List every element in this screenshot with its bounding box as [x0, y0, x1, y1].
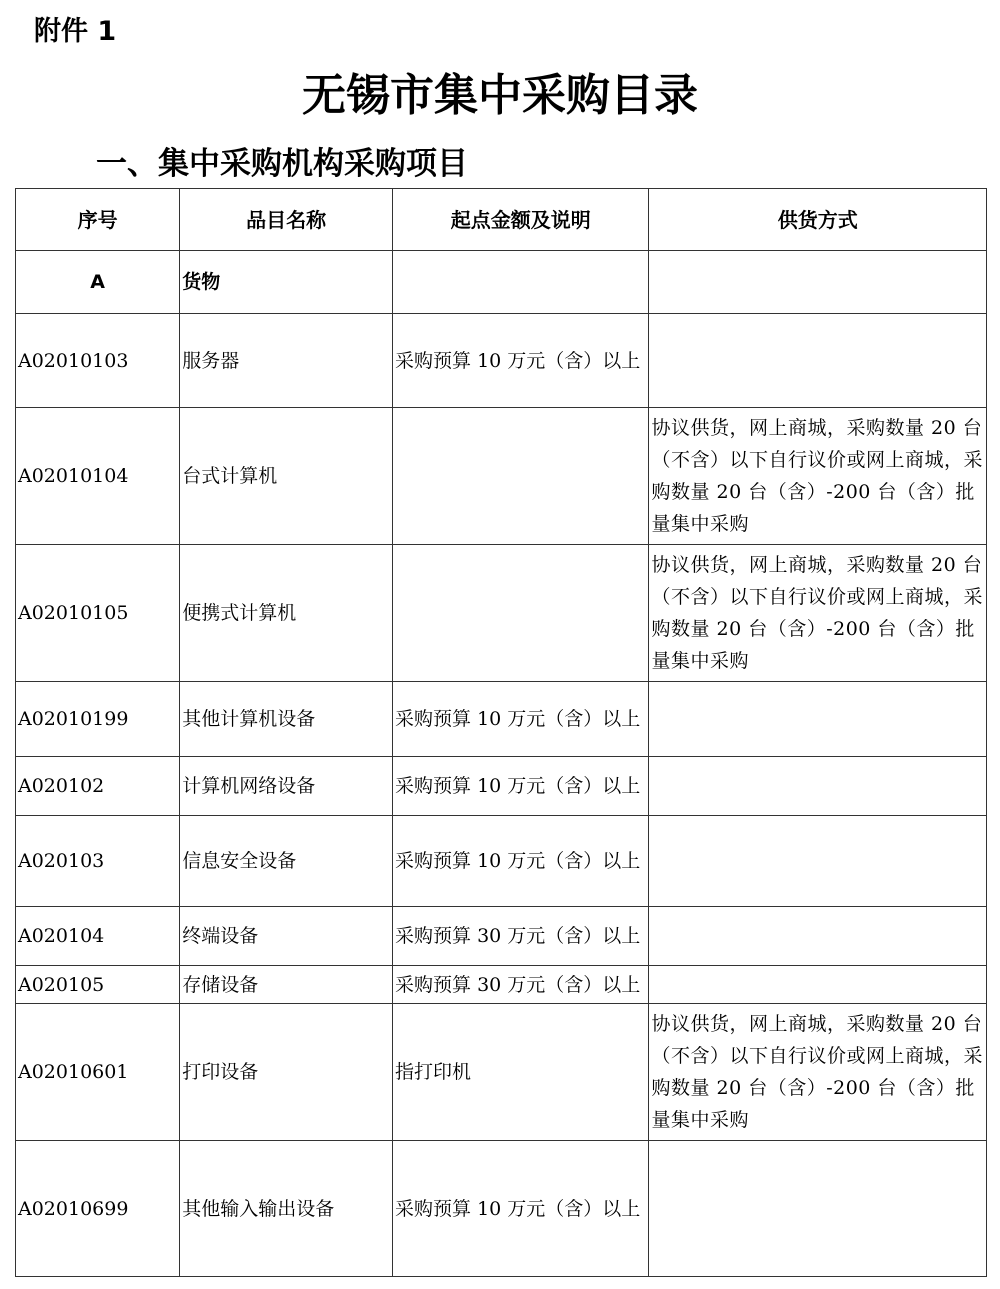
document-title: 无锡市集中采购目录: [302, 70, 698, 121]
row-supply: [649, 682, 987, 757]
table-header-row: [16, 189, 987, 251]
row-code: A020102: [16, 757, 180, 816]
row-name: 信息安全设备: [180, 816, 393, 907]
table-row: [16, 545, 987, 682]
table-row: [16, 1004, 987, 1141]
section-heading: 一、集中采购机构采购项目: [96, 146, 468, 182]
table-row: [16, 757, 987, 816]
table-row: [16, 408, 987, 545]
row-amount: 采购预算 10 万元（含）以上: [393, 1141, 649, 1277]
row-supply: [649, 966, 987, 1004]
row-name: 服务器: [180, 314, 393, 408]
category-supply: [649, 251, 987, 314]
header-name: 品目名称: [180, 189, 393, 251]
row-code: A02010199: [16, 682, 180, 757]
table-row: [16, 966, 987, 1004]
row-code: A020103: [16, 816, 180, 907]
row-supply: [649, 757, 987, 816]
table-row: [16, 907, 987, 966]
row-amount: 采购预算 10 万元（含）以上: [393, 757, 649, 816]
row-amount: 指打印机: [393, 1004, 649, 1141]
row-code: A02010103: [16, 314, 180, 408]
row-name: 打印设备: [180, 1004, 393, 1141]
row-code: A020104: [16, 907, 180, 966]
row-name: 计算机网络设备: [180, 757, 393, 816]
row-amount: 采购预算 10 万元（含）以上: [393, 816, 649, 907]
row-name: 终端设备: [180, 907, 393, 966]
header-supply: 供货方式: [649, 189, 987, 251]
category-amount: [393, 251, 649, 314]
row-name: 存储设备: [180, 966, 393, 1004]
row-name: 其他输入输出设备: [180, 1141, 393, 1277]
table-row: [16, 682, 987, 757]
row-supply: 协议供货，网上商城，采购数量 20 台（不含）以下自行议价或网上商城，采购数量 20 台（含）-200 台（含）批量集中采购: [649, 1004, 987, 1141]
row-supply: [649, 907, 987, 966]
row-amount: [393, 545, 649, 682]
row-name: 其他计算机设备: [180, 682, 393, 757]
row-amount: 采购预算 30 万元（含）以上: [393, 966, 649, 1004]
row-supply: [649, 816, 987, 907]
header-code: 序号: [16, 189, 180, 251]
header-amount: 起点金额及说明: [393, 189, 649, 251]
row-amount: [393, 408, 649, 545]
category-row: [16, 251, 987, 314]
row-amount: 采购预算 30 万元（含）以上: [393, 907, 649, 966]
category-code: A: [16, 251, 180, 314]
row-name: 台式计算机: [180, 408, 393, 545]
row-supply: [649, 314, 987, 408]
attachment-label: 附件 1: [34, 16, 117, 47]
row-supply: 协议供货，网上商城，采购数量 20 台（不含）以下自行议价或网上商城，采购数量 20 台（含）-200 台（含）批量集中采购: [649, 408, 987, 545]
row-name: 便携式计算机: [180, 545, 393, 682]
row-code: A02010601: [16, 1004, 180, 1141]
row-supply: 协议供货，网上商城，采购数量 20 台（不含）以下自行议价或网上商城，采购数量 20 台（含）-200 台（含）批量集中采购: [649, 545, 987, 682]
row-code: A02010105: [16, 545, 180, 682]
table-row: [16, 816, 987, 907]
row-code: A02010104: [16, 408, 180, 545]
row-supply: [649, 1141, 987, 1277]
row-amount: 采购预算 10 万元（含）以上: [393, 682, 649, 757]
table-row: [16, 1141, 987, 1277]
row-code: A02010699: [16, 1141, 180, 1277]
category-name: 货物: [180, 251, 393, 314]
row-code: A020105: [16, 966, 180, 1004]
table-row: [16, 314, 987, 408]
procurement-catalog-table: [15, 188, 987, 1277]
row-amount: 采购预算 10 万元（含）以上: [393, 314, 649, 408]
